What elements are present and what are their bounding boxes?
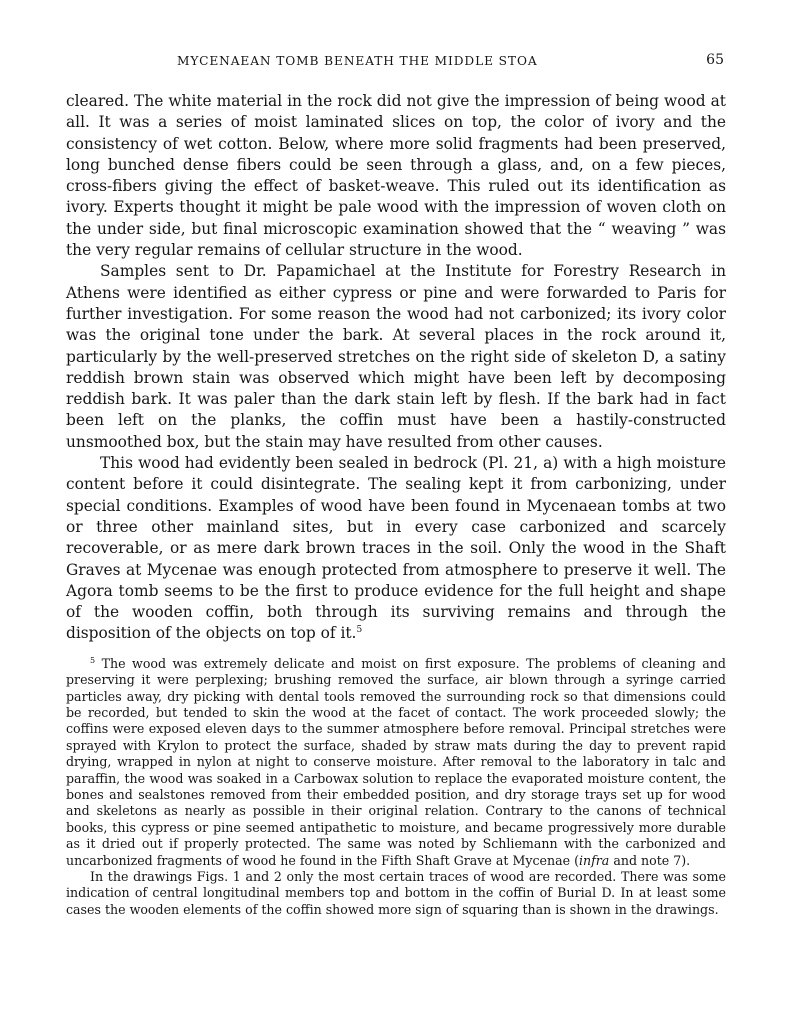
footnote-text: The wood was extremely delicate and moist on first exposure. The problems of cleaning and preserving it were perplexing; brushing removed the surface, air blown through a syringe carried particles away, dry picking with dental tools removed the surrounding rock so that dimensions could be recorded, but tended to skin the wood at the facet of contact. The work proceeded slowly; the coffins were exposed eleven days to the summer atmosphere before removal. Principal stretches were sprayed with Krylon to protect the surface, shaded by straw mats during the day to prevent rapid drying, wrapped in nylon at night to conserve moisture. After removal to the laboratory in talc and paraffin, the wood was soaked in a Carbowax solution to replace the evaporated moisture content, the bones and sealstones removed from their embedded position, and dry storage trays set up for wood and skeletons as nearly as possible in their original relation. Contrary to the canons of technical books, this cypress or pine seemed antipathetic to moisture, and became progressively more durable as it dried out if properly protected. The same was noted by Schliemann with the carbonized and uncarbonized fragments of wood he found in the Fifth Shaft Grave at Mycenae [66,655,726,868]
footnote-reference: 5 [356,625,363,636]
running-head [66,52,726,76]
footnote-paren-close: and note 7). [609,852,691,868]
footnotes [66,656,726,919]
page [66,52,726,918]
footnote-paren-open: ( [574,852,579,868]
page-number: 65 [706,52,724,68]
footnote-infra: infra [578,852,610,868]
paragraph-2: Samples sent to Dr. Papamichael at the Institute for Forestry Research in Athens were identified as either cypress or pine and were forwarded to Paris for further investigation. For some reason the wood had not carbonized; its ivory color was the original tone under the bark. At several places in the rock around it, particularly by the well-preserved stretches on the right side of skeleton D, a satiny reddish brown stain was observed which might have been left by decomposing reddish bark. It was paler than the dark stain left by flesh. If the bark had in fact been left on the planks, the coffin must have been a hastily-constructed unsmoothed box, but the stain may have resulted from other causes. [66,262,726,451]
footnote-marker: 5 [90,655,96,665]
footnote-5 [66,656,726,869]
paragraph-1: cleared. The white material in the rock did not give the impression of being wood at all. It was a series of moist laminated slices on top, the color of ivory and the consistency of wet cotton. Below, where more solid fragments had been preserved, long bunched dense fibers could be seen through a glass, and, on a few pieces, cross-fibers giving the effect of basket-weave. This ruled out its identification as ivory. Experts thought it might be pale wood with the impression of woven cloth on the under side, but final microscopic examination showed that the “ weaving ” was the very regular remains of cellular structure in the wood. [66,92,726,260]
footnote-5-continued: In the drawings Figs. 1 and 2 only the most certain traces of wood are recorded. There was some indication of central longitudinal members top and bottom in the coffin of Burial D. In at least some cases the wooden elements of the coffin showed more sign of squaring than is shown in the drawings. [66,869,726,917]
paragraph-3-text: This wood had evidently been sealed in bedrock (Pl. 21, a) with a high moisture content before it could disintegrate. The sealing kept it from carbonizing, under special conditions. Examples of wood have been found in Mycenaean tombs at two or three other mainland sites, but in every case carbonized and scarcely recoverable, or as mere dark brown traces in the soil. Only the wood in the Shaft Graves at Mycenae was enough protected from atmosphere to preserve it well. The Agora tomb seems to be the first to produce evidence for the full height and shape of the wooden coffin, both through its surviving remains and through the disposition of the objects on top of it. [66,454,726,643]
running-head-title: MYCENAEAN TOMB BENEATH THE MIDDLE STOA [177,54,538,68]
body-text [66,91,726,645]
paragraph-3 [66,453,726,645]
